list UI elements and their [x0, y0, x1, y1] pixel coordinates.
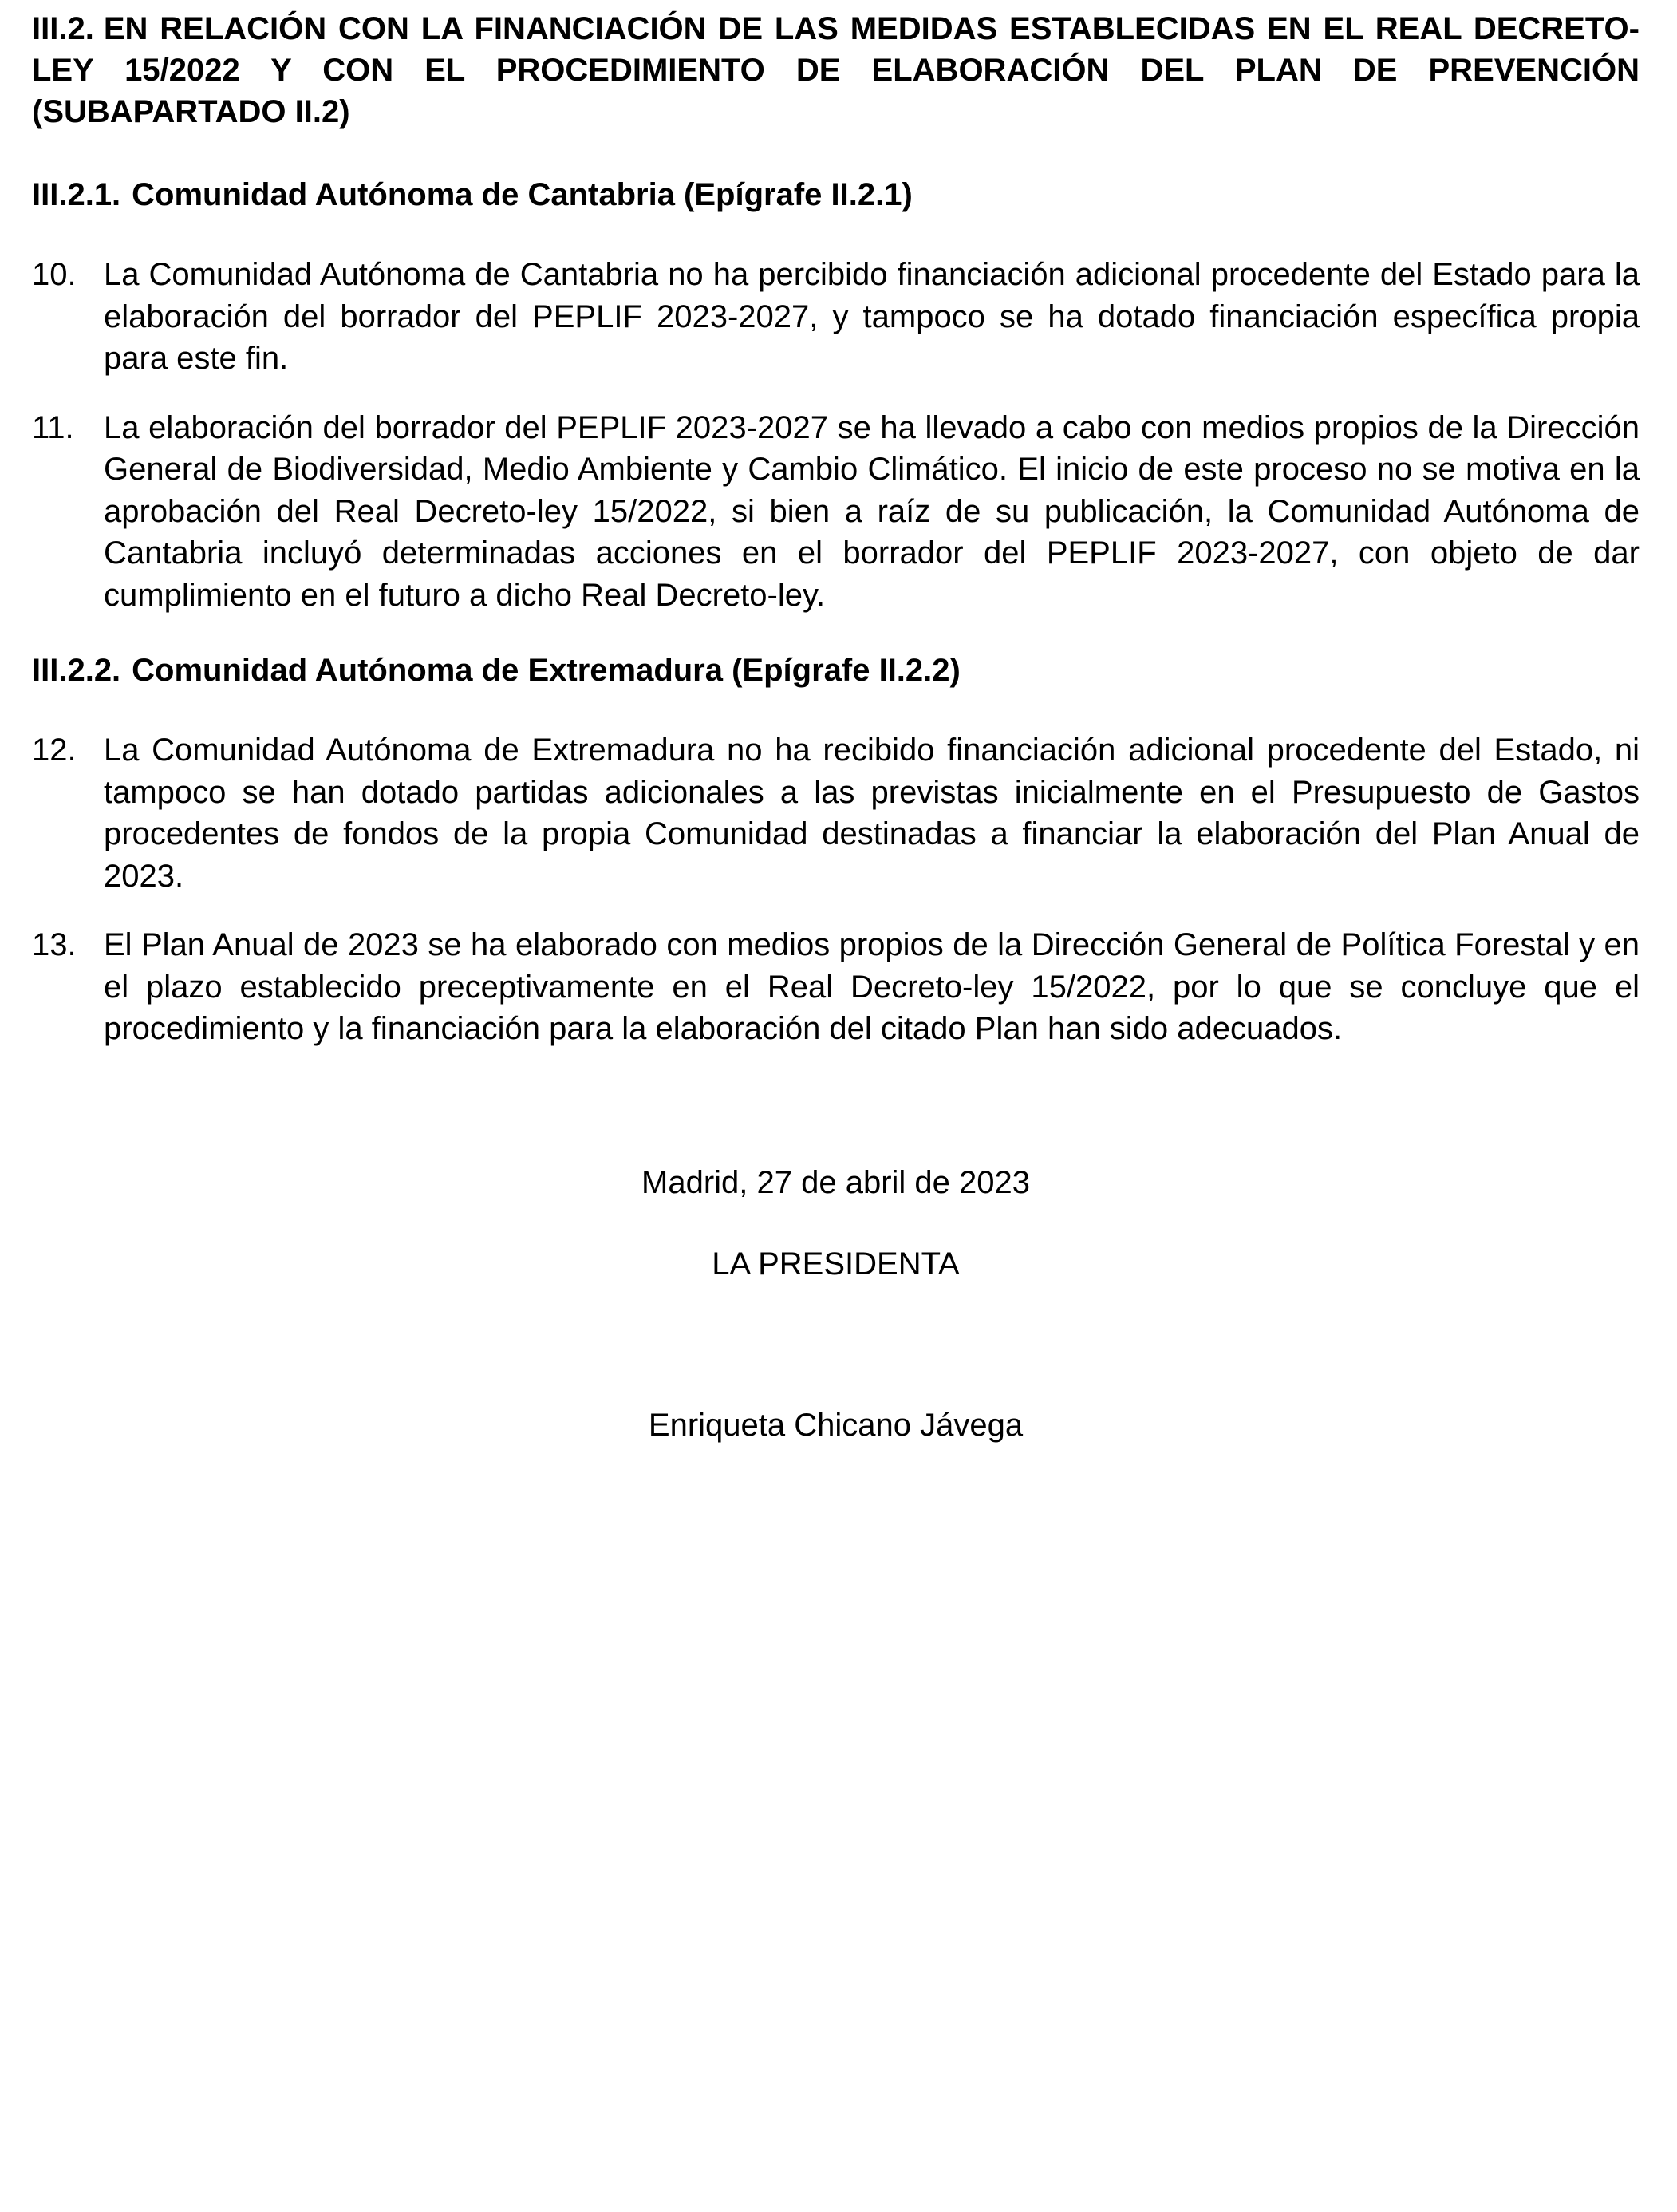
subsection-number: III.2.1. [32, 177, 121, 212]
signatory-role: LA PRESIDENTA [712, 1246, 960, 1282]
section-heading [32, 8, 1640, 132]
subsection-title: Comunidad Autónoma de Extremadura (Epígrafe II.2.2) [132, 653, 961, 688]
subsection-heading-extremadura [32, 650, 1640, 691]
place-date: Madrid, 27 de abril de 2023 [641, 1164, 1030, 1200]
subsection-number: III.2.2. [32, 653, 121, 688]
section-title: EN RELACIÓN CON LA FINANCIACIÓN DE LAS MEDIDAS ESTABLECIDAS EN EL REAL DECRETO-LEY 15/2022 Y CON EL PROCEDIMIENTO DE ELABORACIÓN DEL PLAN DE PREVENCIÓN (SUBAPARTADO II.2) [32, 11, 1640, 129]
subsection-heading-cantabria [32, 174, 1640, 215]
paragraph-text: El Plan Anual de 2023 se ha elaborado con medios propios de la Dirección General de Política Forestal y en el plazo establecido preceptivamente en el Real Decreto-ley 15/2022, por lo que se concluye que el procedimiento y la financiación para la elaboración del citado Plan han sido adecuados. [104, 927, 1640, 1046]
paragraph-number: 11. [32, 409, 74, 445]
paragraph-number: 12. [32, 733, 77, 768]
paragraph-number: 10. [32, 257, 77, 292]
paragraph-11 [32, 407, 1640, 617]
paragraph-13 [32, 924, 1640, 1050]
paragraph-text: La Comunidad Autónoma de Cantabria no ha percibido financiación adicional procedente del Estado para la elaboración del borrador del PEPLIF 2023-2027, y tampoco se ha dotado financiación específica propia para este fin. [104, 257, 1640, 376]
subsection-title: Comunidad Autónoma de Cantabria (Epígrafe II.2.1) [132, 177, 913, 212]
paragraph-number: 13. [32, 927, 77, 962]
signatory-name: Enriqueta Chicano Jávega [648, 1407, 1024, 1443]
document-page [32, 8, 1640, 1446]
paragraph-text: La Comunidad Autónoma de Extremadura no ha recibido financiación adicional procedente del Estado, ni tampoco se han dotado partidas adicionales a las previstas inicialmente en el Presupuesto de Gastos procedentes de fondos de la propia Comunidad destinadas a financiar la elaboración del Plan Anual de 2023. [104, 733, 1640, 894]
paragraph-12 [32, 729, 1640, 897]
paragraph-10 [32, 254, 1640, 380]
section-number: III.2. [32, 11, 94, 46]
paragraph-text: La elaboración del borrador del PEPLIF 2023-2027 se ha llevado a cabo con medios propios de la Dirección General de Biodiversidad, Medio Ambiente y Cambio Climático. El inicio de este proceso no se motiva en la aprobación del Real Decreto-ley 15/2022, si bien a raíz de su publicación, la Comunidad Autónoma de Cantabria incluyó determinadas acciones en el borrador del PEPLIF 2023-2027, con objeto de dar cumplimiento en el futuro a dicho Real Decreto-ley. [104, 409, 1640, 613]
